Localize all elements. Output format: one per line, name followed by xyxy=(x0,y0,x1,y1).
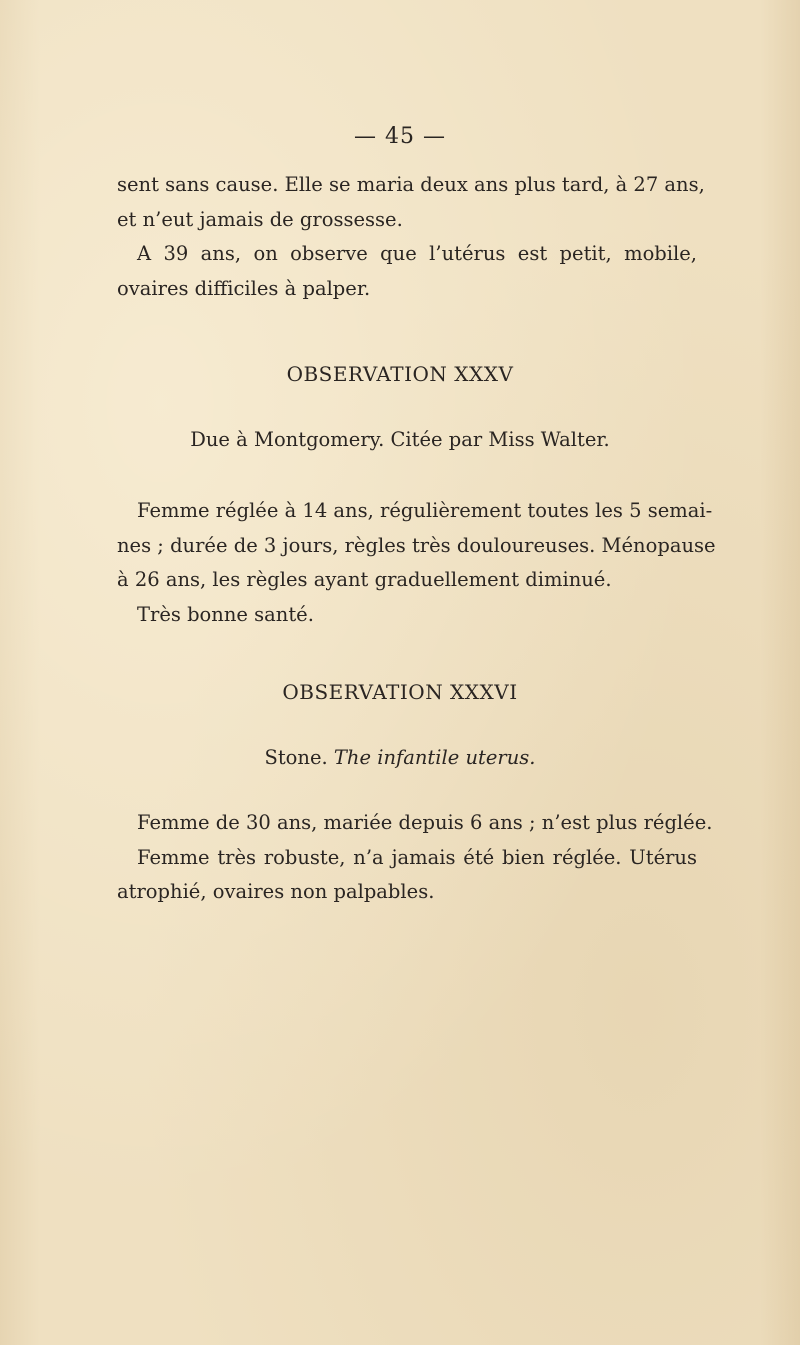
obs35-line-4: Très bonne santé. xyxy=(137,602,314,626)
observation-35-title: OBSERVATION XXXV xyxy=(286,362,514,386)
observation-35-paragraph xyxy=(117,494,716,632)
intro-line-1: sent sans cause. Elle se maria deux ans plus tard, à 27 ans, xyxy=(117,173,705,196)
intro-paragraph xyxy=(117,168,705,306)
obs35-line-2: nes ; durée de 3 jours, règles très douloureuses. Ménopause xyxy=(117,533,716,557)
obs36-line-3: atrophié, ovaires non palpables. xyxy=(117,880,435,903)
intro-line-4: ovaires difficiles à palper. xyxy=(117,276,371,300)
obs36-line-2: Femme très robuste, n’a jamais été bien réglée. Utérus xyxy=(137,845,697,869)
page-number: — 45 — xyxy=(354,124,446,149)
observation-35-source: Due à Montgomery. Citée par Miss Walter. xyxy=(190,428,610,451)
obs36-line-1: Femme de 30 ans, mariée depuis 6 ans ; n’est plus réglée. xyxy=(137,811,713,834)
intro-line-2: et n’eut jamais de grossesse. xyxy=(117,207,403,231)
observation-36-source xyxy=(0,746,800,769)
observation-36-source-work: The infantile uterus. xyxy=(333,746,536,769)
observation-36-source-author: Stone. xyxy=(264,746,328,769)
obs35-line-3: à 26 ans, les règles ayant graduellement diminué. xyxy=(117,568,612,591)
observation-36-title: OBSERVATION XXXVI xyxy=(282,680,518,704)
obs35-line-1: Femme réglée à 14 ans, régulièrement toutes les 5 semai- xyxy=(137,499,713,522)
observation-36-paragraph xyxy=(117,806,713,910)
intro-line-3: A 39 ans, on observe que l’utérus est petit, mobile, xyxy=(137,242,697,265)
